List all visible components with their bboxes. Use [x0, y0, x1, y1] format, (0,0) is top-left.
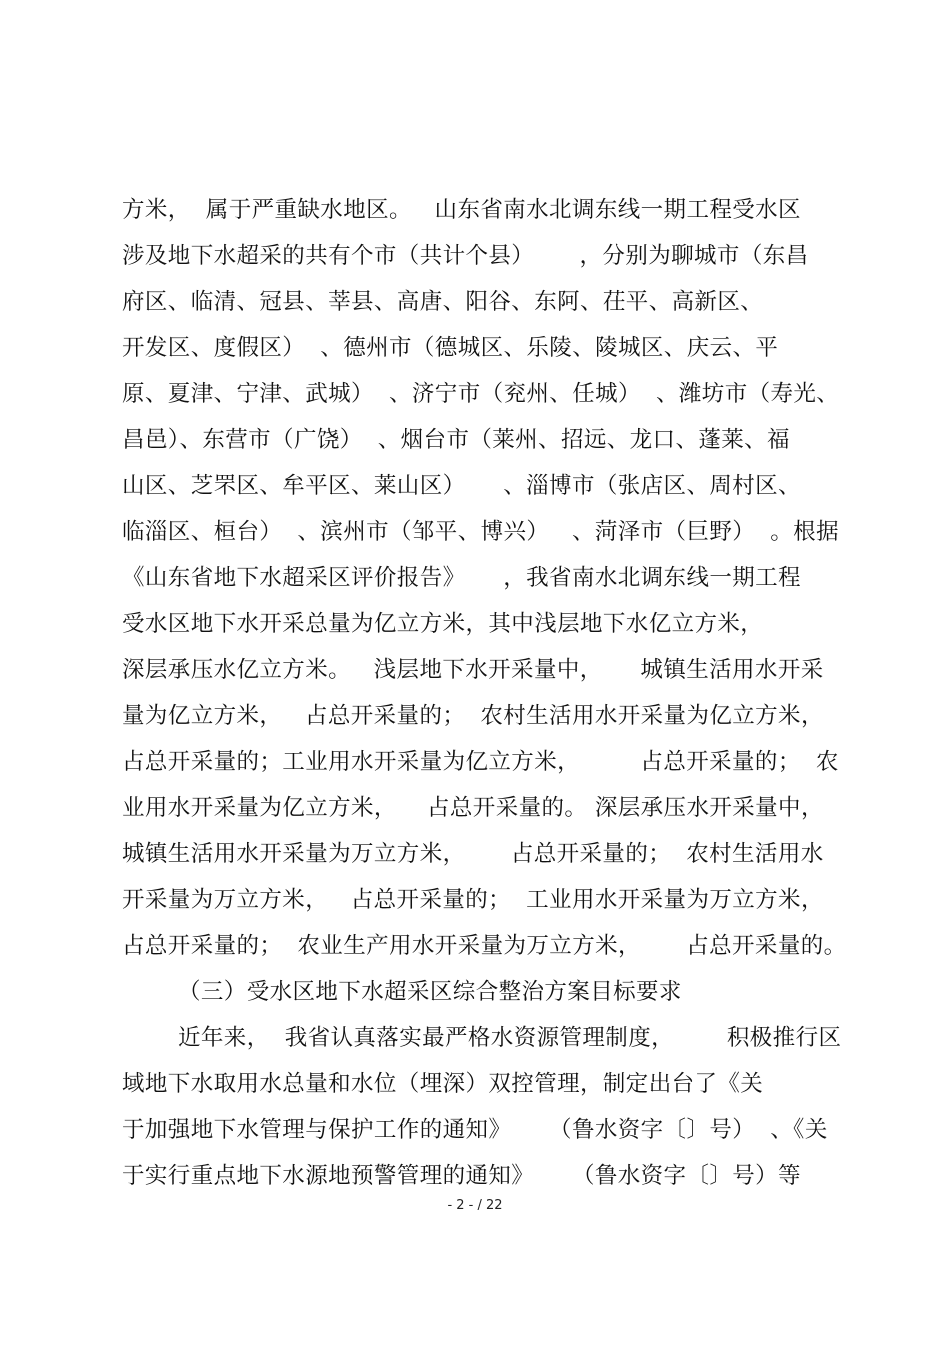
text-line: 昌邑）、东营市（广饶） 、烟台市（莱州、招远、龙口、蓬莱、福	[122, 427, 790, 453]
body-text	[122, 190, 847, 1202]
paragraph-line: 于实行重点地下水源地预警管理的通知》 （鲁水资字〔〕号）等	[122, 1163, 801, 1189]
text-line: 占总开采量的；工业用水开采量为亿立方米， 占总开采量的； 农	[122, 749, 839, 775]
text-line: 山区、芝罘区、牟平区、莱山区） 、淄博市（张店区、周村区、	[122, 473, 801, 499]
text-line: 临淄区、桓台） 、滨州市（邹平、博兴） 、菏泽市（巨野） 。根据	[122, 519, 839, 545]
text-line: 开发区、度假区） 、德州市（德城区、乐陵、陵城区、庆云、平	[122, 335, 779, 361]
text-line: 业用水开采量为亿立方米， 占总开采量的。 深层承压水开采量中，	[122, 795, 824, 821]
text-line: 《山东省地下水超采区评价报告》 ，我省南水北调东线一期工程	[122, 565, 801, 591]
section-heading: （三）受水区地下水超采区综合整治方案目标要求	[178, 979, 682, 1005]
text-line: 受水区地下水开采总量为亿立方米，其中浅层地下水亿立方米，	[122, 611, 764, 637]
text-line: 城镇生活用水开采量为万立方米， 占总开采量的； 农村生活用水	[122, 841, 824, 867]
paragraph-line: 近年来， 我省认真落实最严格水资源管理制度， 积极推行区	[178, 1025, 842, 1051]
text-line: 涉及地下水超采的共有个市（共计个县） ，分别为聊城市（东昌	[122, 243, 809, 269]
paragraph-line: 域地下水取用水总量和水位（埋深）双控管理，制定出台了《关	[122, 1071, 764, 1097]
page-number: - 2 - / 22	[447, 1198, 503, 1213]
text-line: 量为亿立方米， 占总开采量的； 农村生活用水开采量为亿立方米，	[122, 703, 824, 729]
paragraph-line: 于加强地下水管理与保护工作的通知》 （鲁水资字〔〕号） 、《关	[122, 1117, 828, 1143]
text-line: 深层承压水亿立方米。 浅层地下水开采量中， 城镇生活用水开采	[122, 657, 824, 683]
text-line: 占总开采量的； 农业生产用水开采量为万立方米， 占总开采量的。	[122, 933, 847, 959]
text-line: 方米， 属于严重缺水地区。 山东省南水北调东线一期工程受水区	[122, 197, 801, 223]
text-line: 开采量为万立方米， 占总开采量的； 工业用水开采量为万立方米，	[122, 887, 824, 913]
text-line: 原、夏津、宁津、武城） 、济宁市（兖州、任城） 、潍坊市（寿光、	[122, 381, 840, 407]
text-line: 府区、临清、冠县、莘县、高唐、阳谷、东阿、茌平、高新区、	[122, 289, 764, 315]
